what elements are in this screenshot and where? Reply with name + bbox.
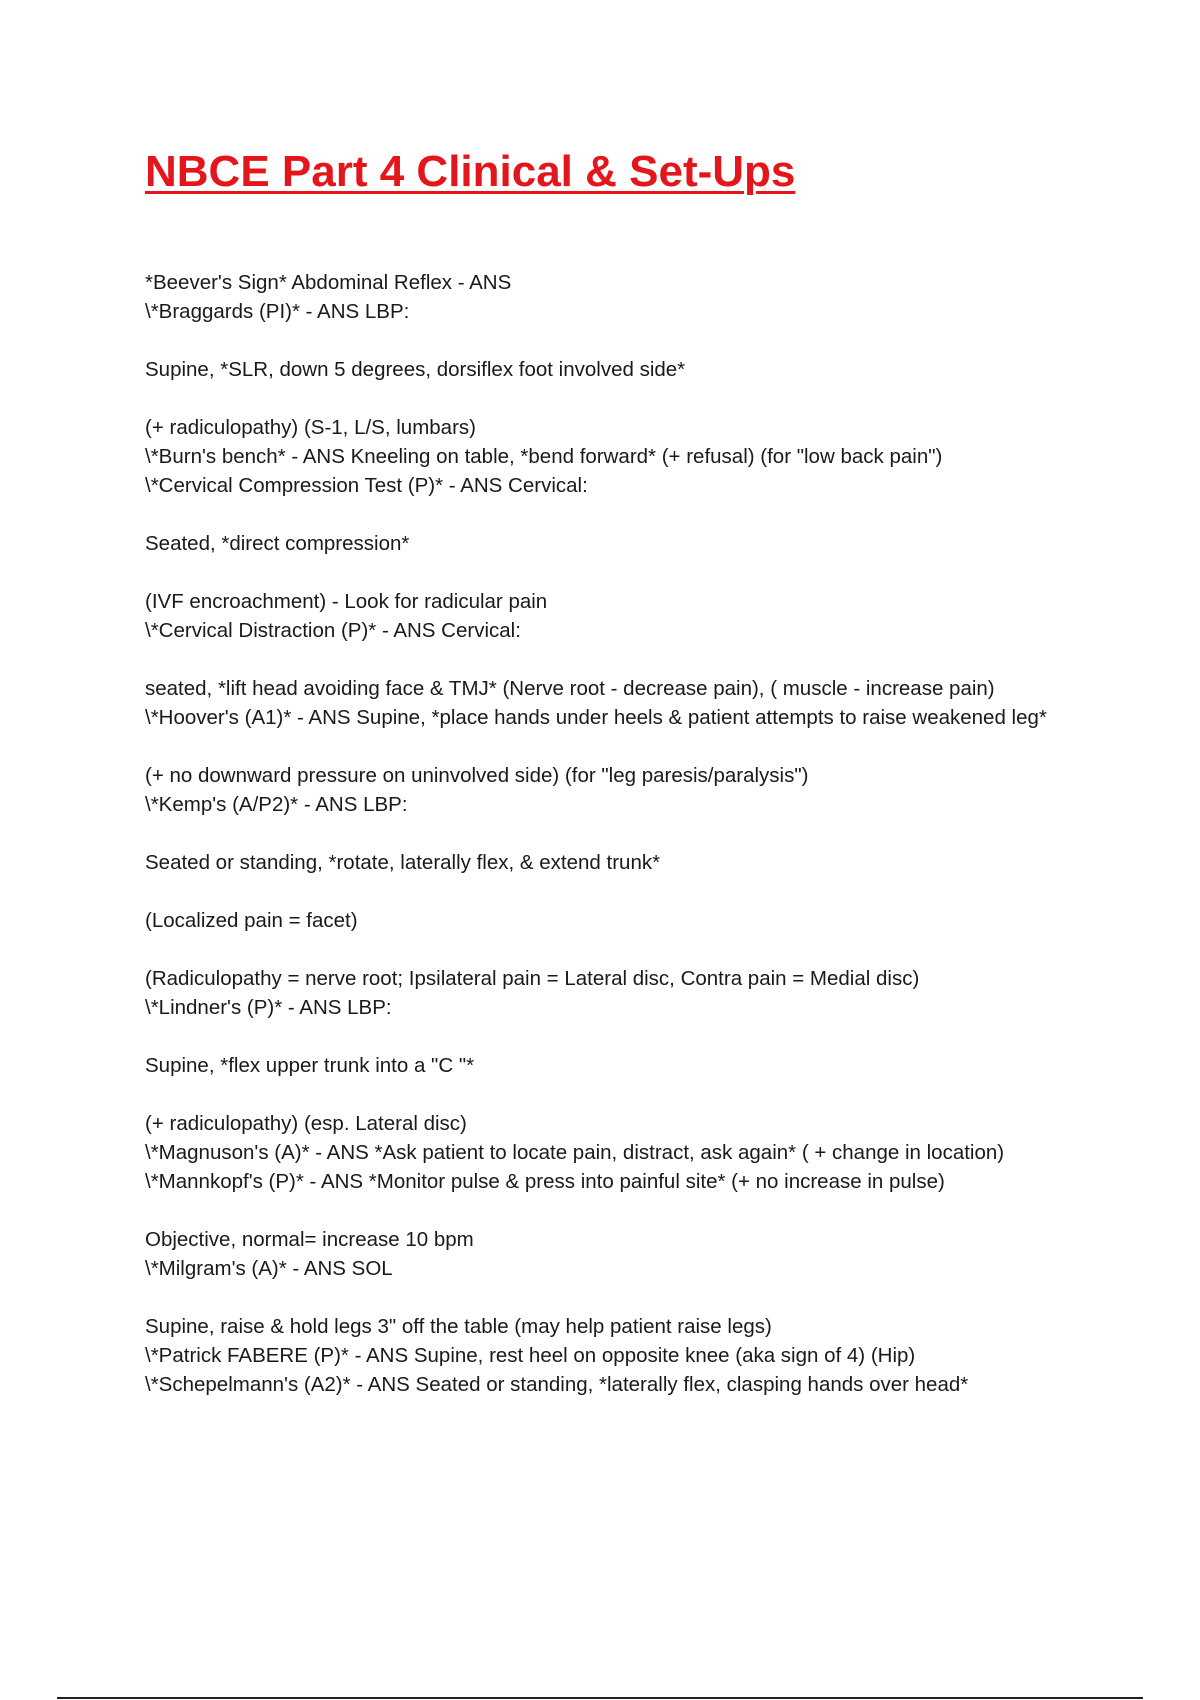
paragraph	[145, 674, 1085, 732]
paragraph	[145, 413, 1085, 500]
text-line: \*Lindner's (P)* - ANS LBP:	[145, 996, 392, 1019]
text-line: (+ radiculopathy) (esp. Lateral disc)	[145, 1112, 467, 1135]
text-line: \*Cervical Compression Test (P)* - ANS Cervical:	[145, 474, 588, 497]
text-line: \*Kemp's (A/P2)* - ANS LBP:	[145, 793, 408, 816]
text-line: \*Milgram's (A)* - ANS SOL	[145, 1257, 393, 1280]
paragraph	[145, 1225, 1085, 1283]
text-line: \*Hoover's (A1)* - ANS Supine, *place hands under heels & patient attempts to raise weakened leg*	[145, 706, 1047, 729]
text-line: \*Schepelmann's (A2)* - ANS Seated or standing, *laterally flex, clasping hands over head*	[145, 1373, 969, 1396]
text-line: \*Magnuson's (A)* - ANS *Ask patient to locate pain, distract, ask again* ( + change in location)	[145, 1141, 1005, 1164]
text-line: *Beever's Sign* Abdominal Reflex - ANS	[145, 271, 512, 294]
paragraph	[145, 906, 1085, 935]
text-line: Seated, *direct compression*	[145, 532, 410, 555]
text-line: Supine, raise & hold legs 3" off the table (may help patient raise legs)	[145, 1315, 772, 1338]
paragraph	[145, 1051, 1085, 1080]
text-line: (Radiculopathy = nerve root; Ipsilateral pain = Lateral disc, Contra pain = Medial disc)	[145, 967, 920, 990]
document-title: NBCE Part 4 Clinical & Set-Ups	[145, 147, 796, 196]
text-line: \*Burn's bench* - ANS Kneeling on table, *bend forward* (+ refusal) (for "low back pain")	[145, 445, 943, 468]
paragraph	[145, 848, 1085, 877]
text-line: Supine, *flex upper trunk into a "C "*	[145, 1054, 475, 1077]
paragraph	[145, 1109, 1085, 1196]
paragraph	[145, 587, 1085, 645]
footer-divider	[57, 1697, 1143, 1699]
text-line: Supine, *SLR, down 5 degrees, dorsiflex foot involved side*	[145, 358, 686, 381]
paragraph	[145, 761, 1085, 819]
text-line: Seated or standing, *rotate, laterally flex, & extend trunk*	[145, 851, 661, 874]
paragraph	[145, 964, 1085, 1022]
text-line: \*Patrick FABERE (P)* - ANS Supine, rest heel on opposite knee (aka sign of 4) (Hip)	[145, 1344, 916, 1367]
text-line: (+ radiculopathy) (S-1, L/S, lumbars)	[145, 416, 476, 439]
text-line: seated, *lift head avoiding face & TMJ* (Nerve root - decrease pain), ( muscle - increase pain)	[145, 677, 995, 700]
text-line: \*Mannkopf's (P)* - ANS *Monitor pulse & press into painful site* (+ no increase in pulse)	[145, 1170, 945, 1193]
paragraph	[145, 268, 1085, 326]
text-line: \*Cervical Distraction (P)* - ANS Cervical:	[145, 619, 521, 642]
text-line: Objective, normal= increase 10 bpm	[145, 1228, 474, 1251]
text-line: (Localized pain = facet)	[145, 909, 358, 932]
text-line: (+ no downward pressure on uninvolved side) (for "leg paresis/paralysis")	[145, 764, 809, 787]
paragraph	[145, 529, 1085, 558]
document-body	[145, 268, 1085, 1428]
paragraph	[145, 355, 1085, 384]
paragraph	[145, 1312, 1085, 1399]
text-line: (IVF encroachment) - Look for radicular pain	[145, 590, 548, 613]
text-line: \*Braggards (PI)* - ANS LBP:	[145, 300, 410, 323]
